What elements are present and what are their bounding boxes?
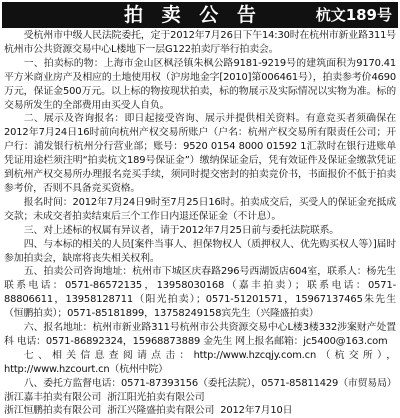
notice-date: 2012年7月10日 [220,405,293,417]
section-registration-address: 六、报名地址：杭州市新业路311号杭州市公共资源交易中心L楼3楼332涉案财产处置科 电话：0571-86892324，15968873889 金先生 网上报名邮箱：jc5400@163.com [4,322,396,347]
section-related-parties: 四、与本标的相关的人员[案件当事人、担保物权人（质押权人、优先购买权人等）]届时参加拍卖会，缺席将丧失相关权利。 [4,238,396,264]
section-auction-item: 一、拍卖标的物：上海市金山区枫泾镇朱枫公路9181-9219号的建筑面积为9170.41平方米商业房产及相应的土地使用权（沪房地金字[2010]第006461号），拍卖参考价4690万元，保证金500万元。以上标的物按现状拍卖，标的物展示及实际情况以实物为准。标的交易所发生的全部费用由买受人自负。 [4,57,396,111]
section-supervision-phone: 八、委托方监督电话：0571-87393156（委托法院），0571-85811429（市贸易局） [23,377,397,389]
notice-header [2,2,398,28]
intro-paragraph: 受杭州市中级人民法院委托，定于2012年7月26日下午14:30时在杭州市新业路311号杭州市公共资源交易中心L楼地下一层G122拍卖厅举行拍卖会。 [4,30,396,55]
section-registration: 二、展示及咨询报名：即日起接受咨询、展示并提供相关资料。有意竞买者须确保在2012年7月24日16时前向杭州产权交易所账户（户名：杭州产权交易所有限责任公司；开户行：浦发银行杭州分行营业部；账号：9520 0154 8000 01592 1汇款时在银行进账单凭证用途栏须注明“拍卖杭文189号保证金”）缴纳保证金后，凭有效证件及保证金缴款凭证到杭州产权交易所办理报名竞买手续，须同时提交密封的拍卖竞价书，书面报价不低于拍卖参考价，否则不具备竞买资格。 [4,113,396,194]
signatory: 浙江嘉丰拍卖有限公司 [4,391,102,403]
signatory: 浙江阳光拍卖有限公司 [107,391,205,403]
notice-title: 拍 卖 公 告 [124,4,262,26]
signatory: 浙江兴隆盛拍卖有限公司 [107,405,215,417]
section-objection: 三、对上述标的权属有异议者，请于2012年7月25日前与委托法院联系。 [23,224,340,236]
section-auction-contacts: 五、拍卖公司咨询地址：杭州市下城区庆春路296号西湖饭店604室，联系人：杨先生 联系电话：0571-86572135，13958030168（嘉丰拍卖）；联系电话：0571-88806611，13958128711（阳光拍卖）；0571-51201571，15967137465朱先生（恒鹏拍卖）；0571-85181899，13758249158宾先生（兴隆盛拍卖） [4,266,396,320]
notice-issue-number: 杭文189号 [315,6,392,24]
signatory-row [4,391,396,405]
signatory: 浙江恒鹏拍卖有限公司 [4,405,102,417]
auction-notice [2,2,398,417]
section-info-links: 七、相关信息查阅请点击：http://www.hzcqjy.com.cn（杭交所），http://www.hzcourt.cn（杭州中院） [4,349,396,375]
signatory-row [4,404,396,418]
notice-body [2,29,398,418]
section-registration-time: 报名时间：2012年7月24日9时至7月25日16时。拍卖成交后，买受人的保证金充抵成交款；未成交者拍卖结束后三个工作日内退还保证金（不计息）。 [4,196,396,222]
